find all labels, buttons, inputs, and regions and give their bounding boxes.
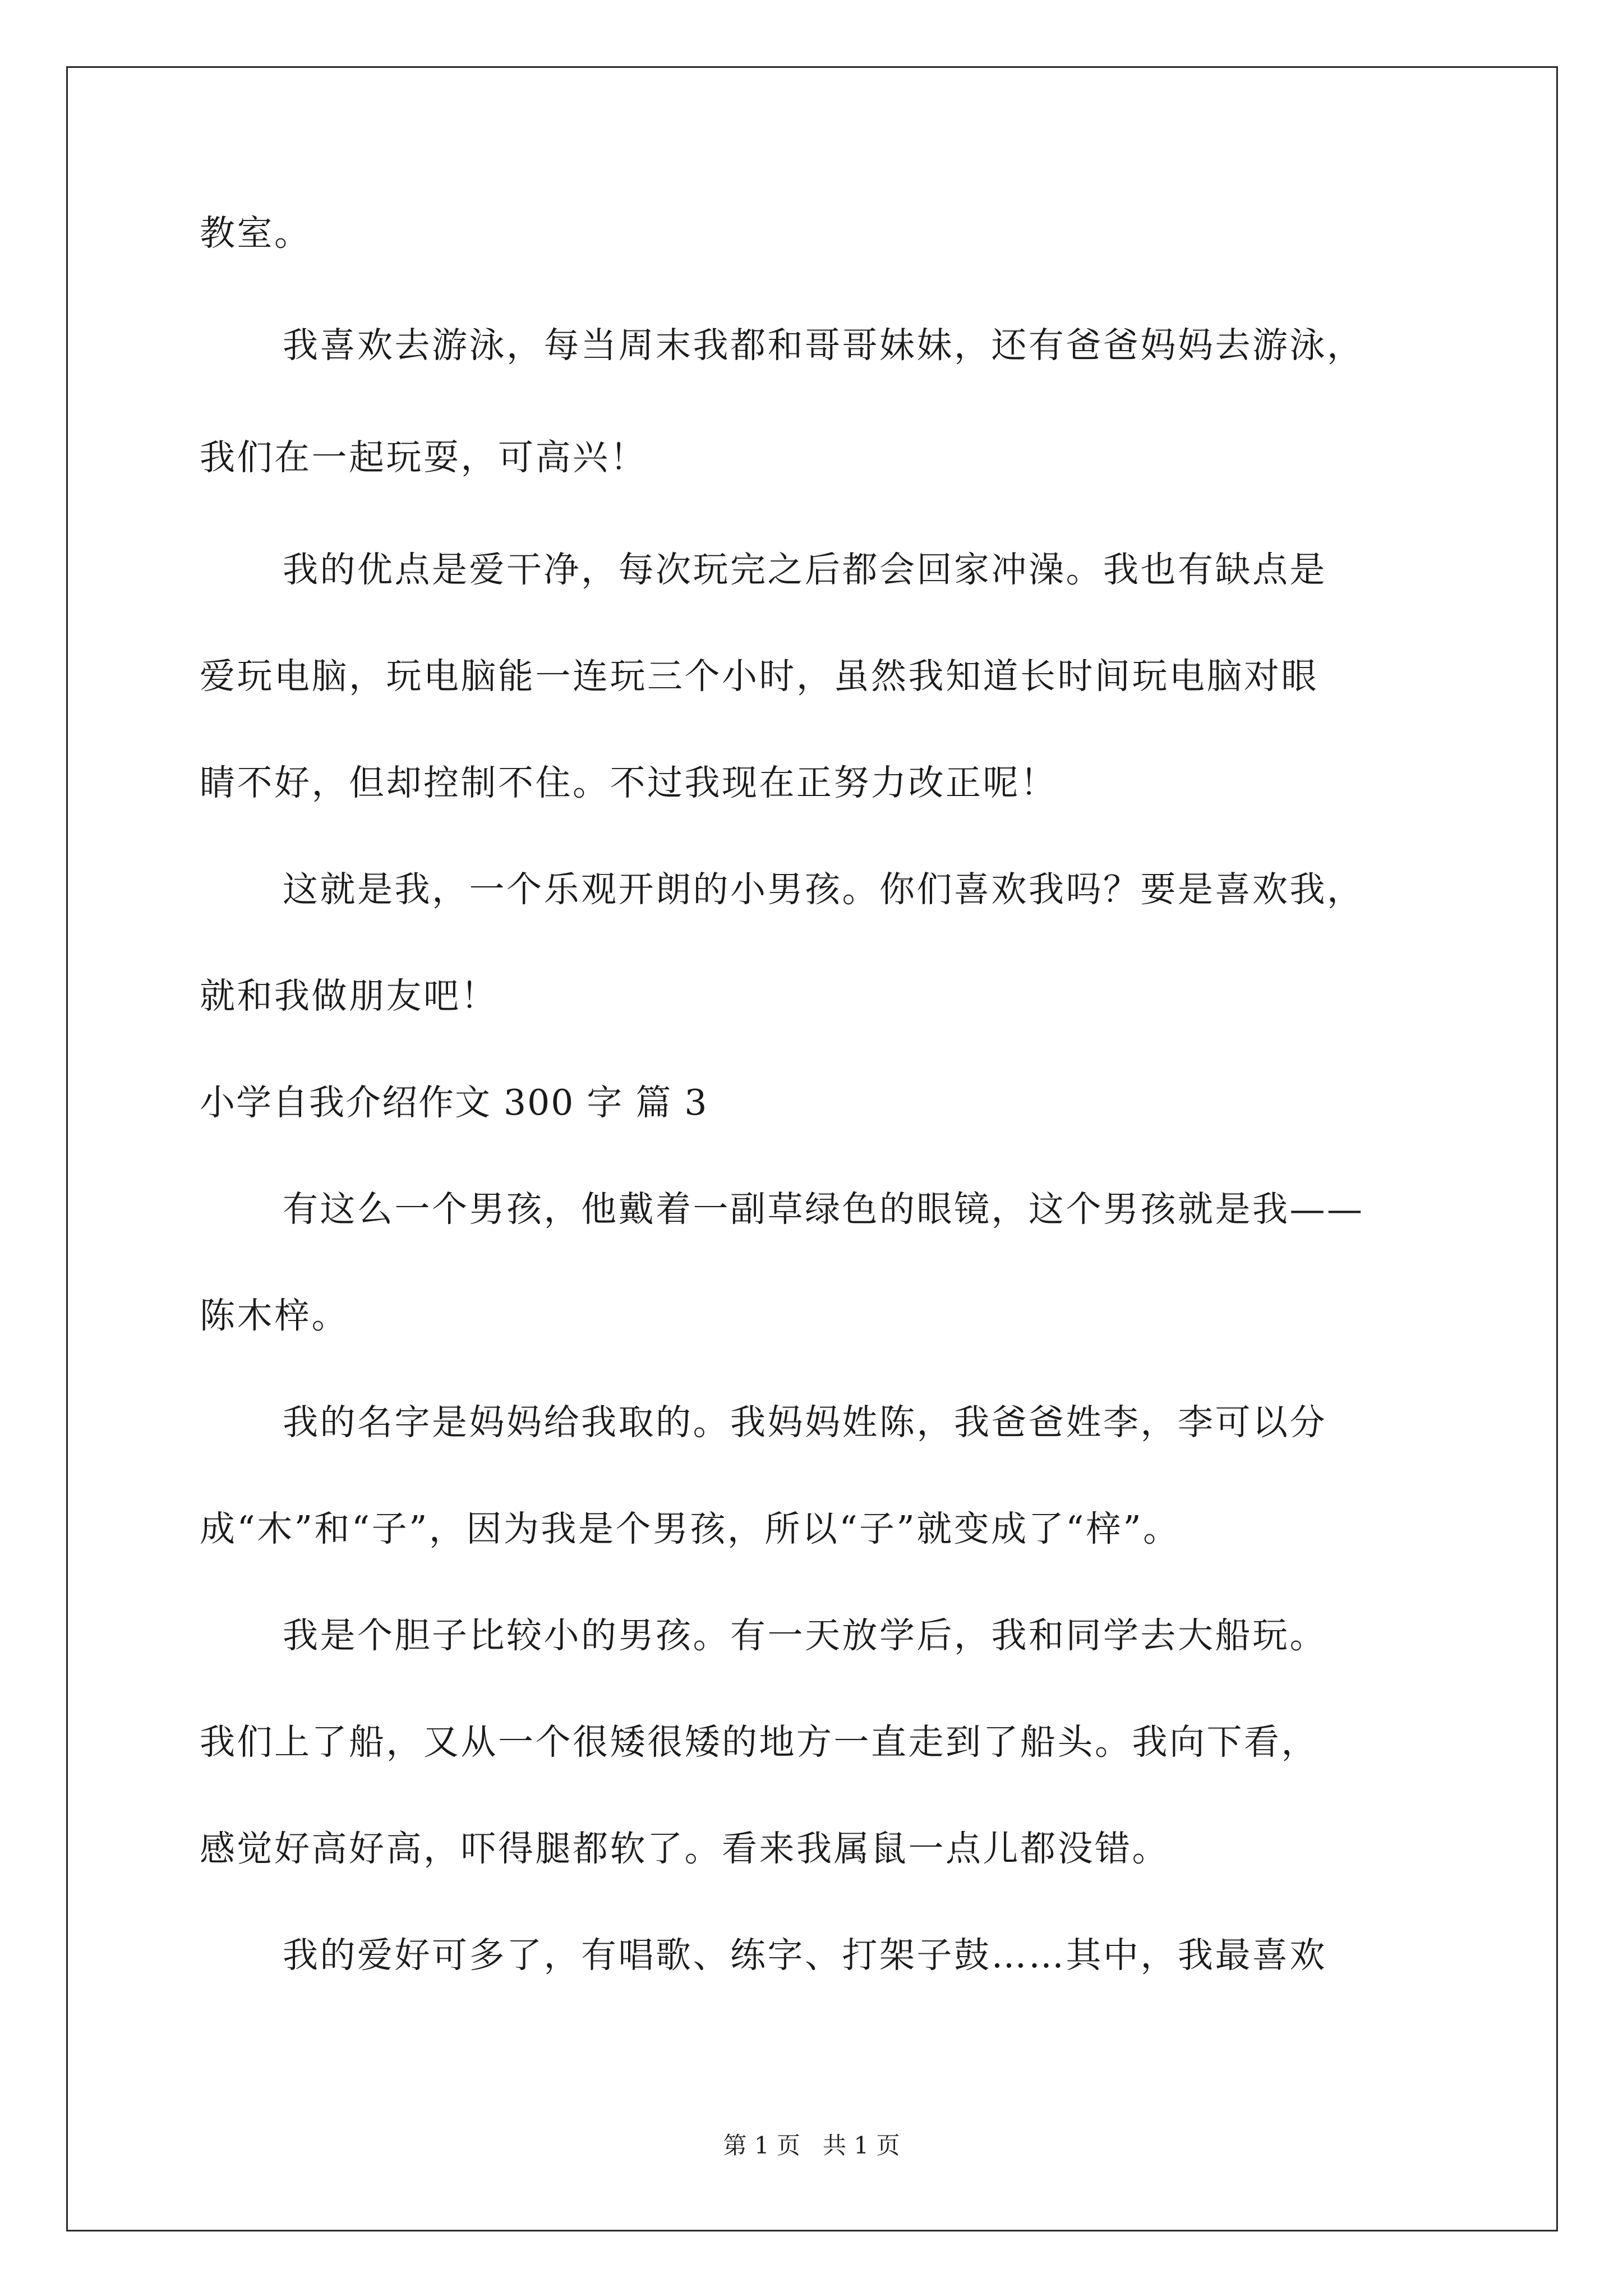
text-line: 教室。 [200,213,312,254]
text-line: 这就是我，一个乐观开朗的小男孩。你们喜欢我吗？要是喜欢我， [283,869,1364,910]
text-line: 就和我做朋友吧！ [200,976,498,1016]
page-number-footer: 第 1 页 共 1 页 [723,2132,900,2159]
text-line: 成“木”和“子”，因为我是个男孩，所以“子”就变成了“梓”。 [200,1508,1181,1549]
text-line: 我们上了船，又从一个很矮很矮的地方一直走到了船头。我向下看， [200,1722,1318,1763]
text-line: 我喜欢去游泳，每当周末我都和哥哥妹妹，还有爸爸妈妈去游泳， [283,325,1364,366]
page-frame [66,66,1558,2231]
text-line: 感觉好高好高，吓得腿都软了。看来我属鼠一点儿都没错。 [200,1828,1169,1869]
text-line: 睛不好，但却控制不住。不过我现在正努力改正呢！ [200,762,1058,803]
text-line: 我是个胆子比较小的男孩。有一天放学后，我和同学去大船玩。 [283,1615,1327,1656]
text-line: 我的爱好可多了，有唱歌、练字、打架子鼓……其中，我最喜欢 [283,1935,1327,1976]
text-line: 我的名字是妈妈给我取的。我妈妈姓陈，我爸爸姓李，李可以分 [283,1402,1327,1443]
section-heading: 小学自我介绍作文 300 字 篇 3 [200,1082,708,1123]
text-line: 爱玩电脑，玩电脑能一连玩三个小时，虽然我知道长时间玩电脑对眼 [200,656,1318,697]
text-line: 我们在一起玩耍，可高兴！ [200,437,647,478]
text-line: 有这么一个男孩，他戴着一副草绿色的眼镜，这个男孩就是我—— [283,1189,1364,1230]
text-line: 我的优点是爱干净，每次玩完之后都会回家冲澡。我也有缺点是 [283,549,1327,590]
text-line: 陈木梓。 [200,1295,349,1336]
